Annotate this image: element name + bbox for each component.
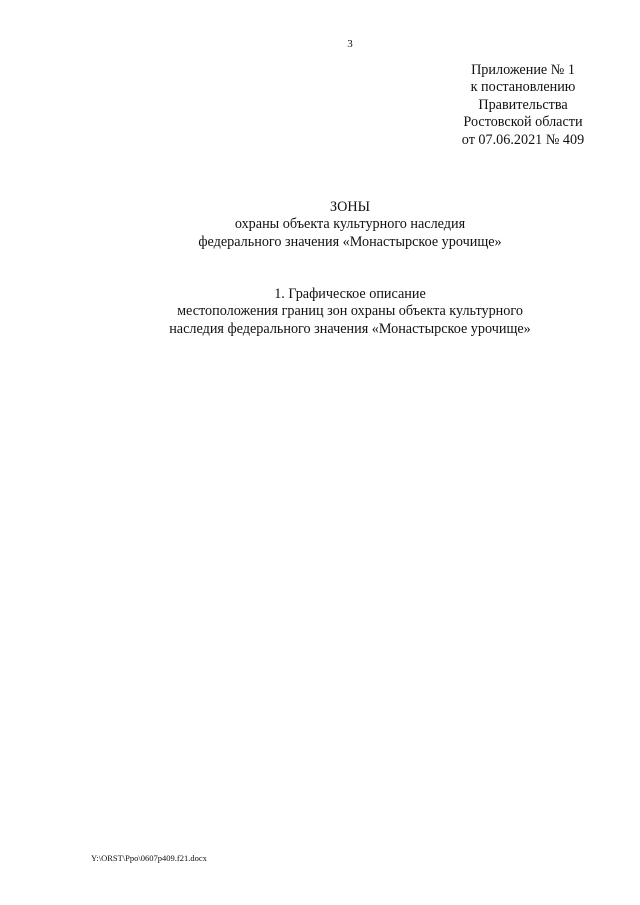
section-line-3: наследия федерального значения «Монастырское урочище» [169, 320, 531, 337]
section-heading-1 [0, 286, 640, 338]
annex-line-4: Ростовской области [463, 114, 583, 131]
title-line-1: ЗОНЫ [330, 199, 370, 215]
document-title [0, 199, 640, 251]
annex-line-1: Приложение № 1 [471, 62, 575, 78]
footer-file-path: Y:\ORST\Ppo\0607p409.f21.docx [91, 853, 207, 863]
annex-line-5: от 07.06.2021 № 409 [461, 131, 585, 148]
section-line-1: 1. Графическое описание [274, 286, 426, 302]
page-number: 3 [347, 38, 353, 50]
annex-line-2: к постановлению [470, 79, 576, 96]
annex-header [428, 62, 618, 149]
section-line-2: местоположения границ зон охраны объекта культурного [177, 303, 523, 320]
title-line-2: охраны объекта культурного наследия [234, 216, 466, 233]
title-line-3: федерального значения «Монастырское урочище» [198, 233, 502, 250]
annex-line-3: Правительства [478, 96, 568, 113]
